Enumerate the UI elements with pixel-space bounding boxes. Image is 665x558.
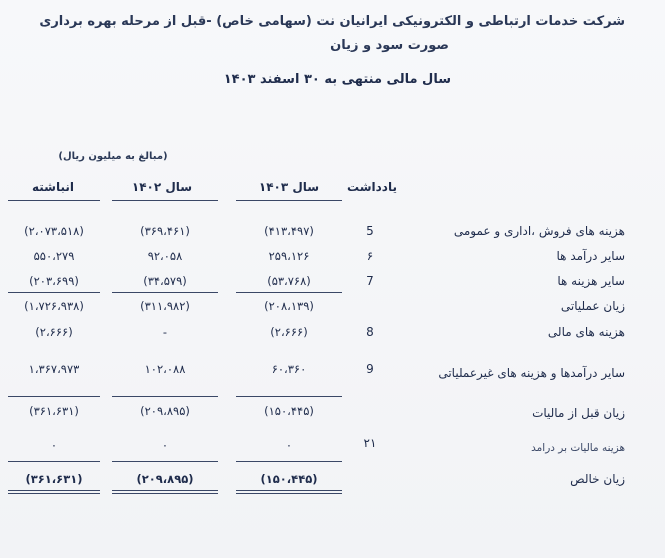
subtotal-rule	[236, 396, 342, 397]
column-header-cumulative: انباشته	[32, 180, 74, 194]
row-label: سایر درآمدها و هزینه های غیرعملیاتی	[438, 366, 625, 380]
row-value-1402: -	[162, 325, 168, 339]
company-title: شرکت خدمات ارتباطی و الکترونیکی ایرانیان نت (سهامی خاص) -قبل از مرحله بهره برداری	[39, 14, 625, 29]
row-value-1403: ۲۵۹،۱۲۶	[268, 249, 310, 263]
row-value-cumulative: (۲،۰۷۳،۵۱۸)	[24, 224, 84, 238]
total-double-rule	[236, 490, 342, 494]
row-value-cumulative: ۵۵۰،۲۷۹	[33, 249, 75, 263]
row-value-1403: (۵۳،۷۶۸)	[267, 274, 311, 288]
row-value-cumulative: (۲،۶۶۶)	[35, 325, 73, 339]
row-note: 8	[366, 325, 374, 339]
column-underline-1403	[236, 200, 342, 201]
row-value-cumulative: (۳۶۱،۶۳۱)	[29, 404, 79, 418]
subtotal-rule	[8, 292, 100, 293]
row-value-cumulative: (۱،۷۲۶،۹۳۸)	[24, 299, 84, 313]
unit-note: (مبالغ به میلیون ریال)	[58, 151, 168, 162]
column-header-note: یادداشت	[347, 180, 397, 194]
row-note: ۲۱	[363, 436, 377, 450]
row-value-1403: ۶۰،۳۶۰	[271, 362, 307, 376]
column-underline-1402	[112, 200, 218, 201]
subtotal-rule	[8, 461, 100, 462]
row-value-1402: (۳۴،۵۷۹)	[143, 274, 187, 288]
column-underline-cumulative	[8, 200, 100, 201]
row-label: هزینه های فروش ،اداری و عمومی	[453, 224, 625, 238]
column-header-1403: سال ۱۴۰۳	[258, 180, 320, 194]
row-value-cumulative: ۰	[50, 438, 58, 452]
row-label: هزینه های مالی	[547, 325, 625, 339]
row-label: هزینه مالیات بر درامد	[531, 442, 625, 454]
row-value-cumulative: (۲۰۳،۶۹۹)	[29, 274, 79, 288]
row-value-cumulative: (۳۶۱،۶۳۱)	[25, 472, 83, 486]
row-value-1402: ۰	[161, 438, 169, 452]
row-value-1403: (۱۵۰،۴۴۵)	[264, 404, 314, 418]
row-label: سایر هزینه ها	[557, 274, 625, 288]
row-label: زیان عملیاتی	[560, 299, 625, 313]
row-value-1403: (۱۵۰،۴۴۵)	[260, 472, 318, 486]
row-value-1403: (۲،۶۶۶)	[270, 325, 308, 339]
row-note: 5	[366, 224, 374, 238]
period-title: سال مالی منتهی به ۳۰ اسفند ۱۴۰۳	[223, 72, 451, 87]
row-value-1402: ۹۲،۰۵۸	[147, 249, 183, 263]
row-label: سایر درآمد ها	[556, 249, 625, 263]
row-label: زیان خالص	[570, 472, 625, 486]
row-note: 7	[366, 274, 374, 288]
statement-title: صورت سود و زیان	[330, 38, 449, 53]
row-label: زیان قبل از مالیات	[532, 406, 625, 420]
total-double-rule	[8, 490, 100, 494]
row-value-1403: (۴۱۳،۴۹۷)	[264, 224, 314, 238]
subtotal-rule	[236, 292, 342, 293]
subtotal-rule	[112, 461, 218, 462]
row-value-1402: (۲۰۹،۸۹۵)	[140, 404, 190, 418]
total-double-rule	[112, 490, 218, 494]
row-value-1403: ۰	[285, 438, 293, 452]
row-note: 9	[366, 362, 374, 376]
row-value-1402: ۱۰۲،۰۸۸	[144, 362, 186, 376]
subtotal-rule	[112, 396, 218, 397]
row-value-cumulative: ۱،۳۶۷،۹۷۳	[28, 362, 80, 376]
row-note: ۶	[366, 249, 374, 263]
row-value-1402: (۳۶۹،۴۶۱)	[140, 224, 190, 238]
subtotal-rule	[8, 396, 100, 397]
row-value-1403: (۲۰۸،۱۳۹)	[264, 299, 314, 313]
row-value-1402: (۲۰۹،۸۹۵)	[136, 472, 194, 486]
subtotal-rule	[236, 461, 342, 462]
column-header-1402: سال ۱۴۰۲	[131, 180, 193, 194]
subtotal-rule	[112, 292, 218, 293]
row-value-1402: (۳۱۱،۹۸۲)	[140, 299, 190, 313]
